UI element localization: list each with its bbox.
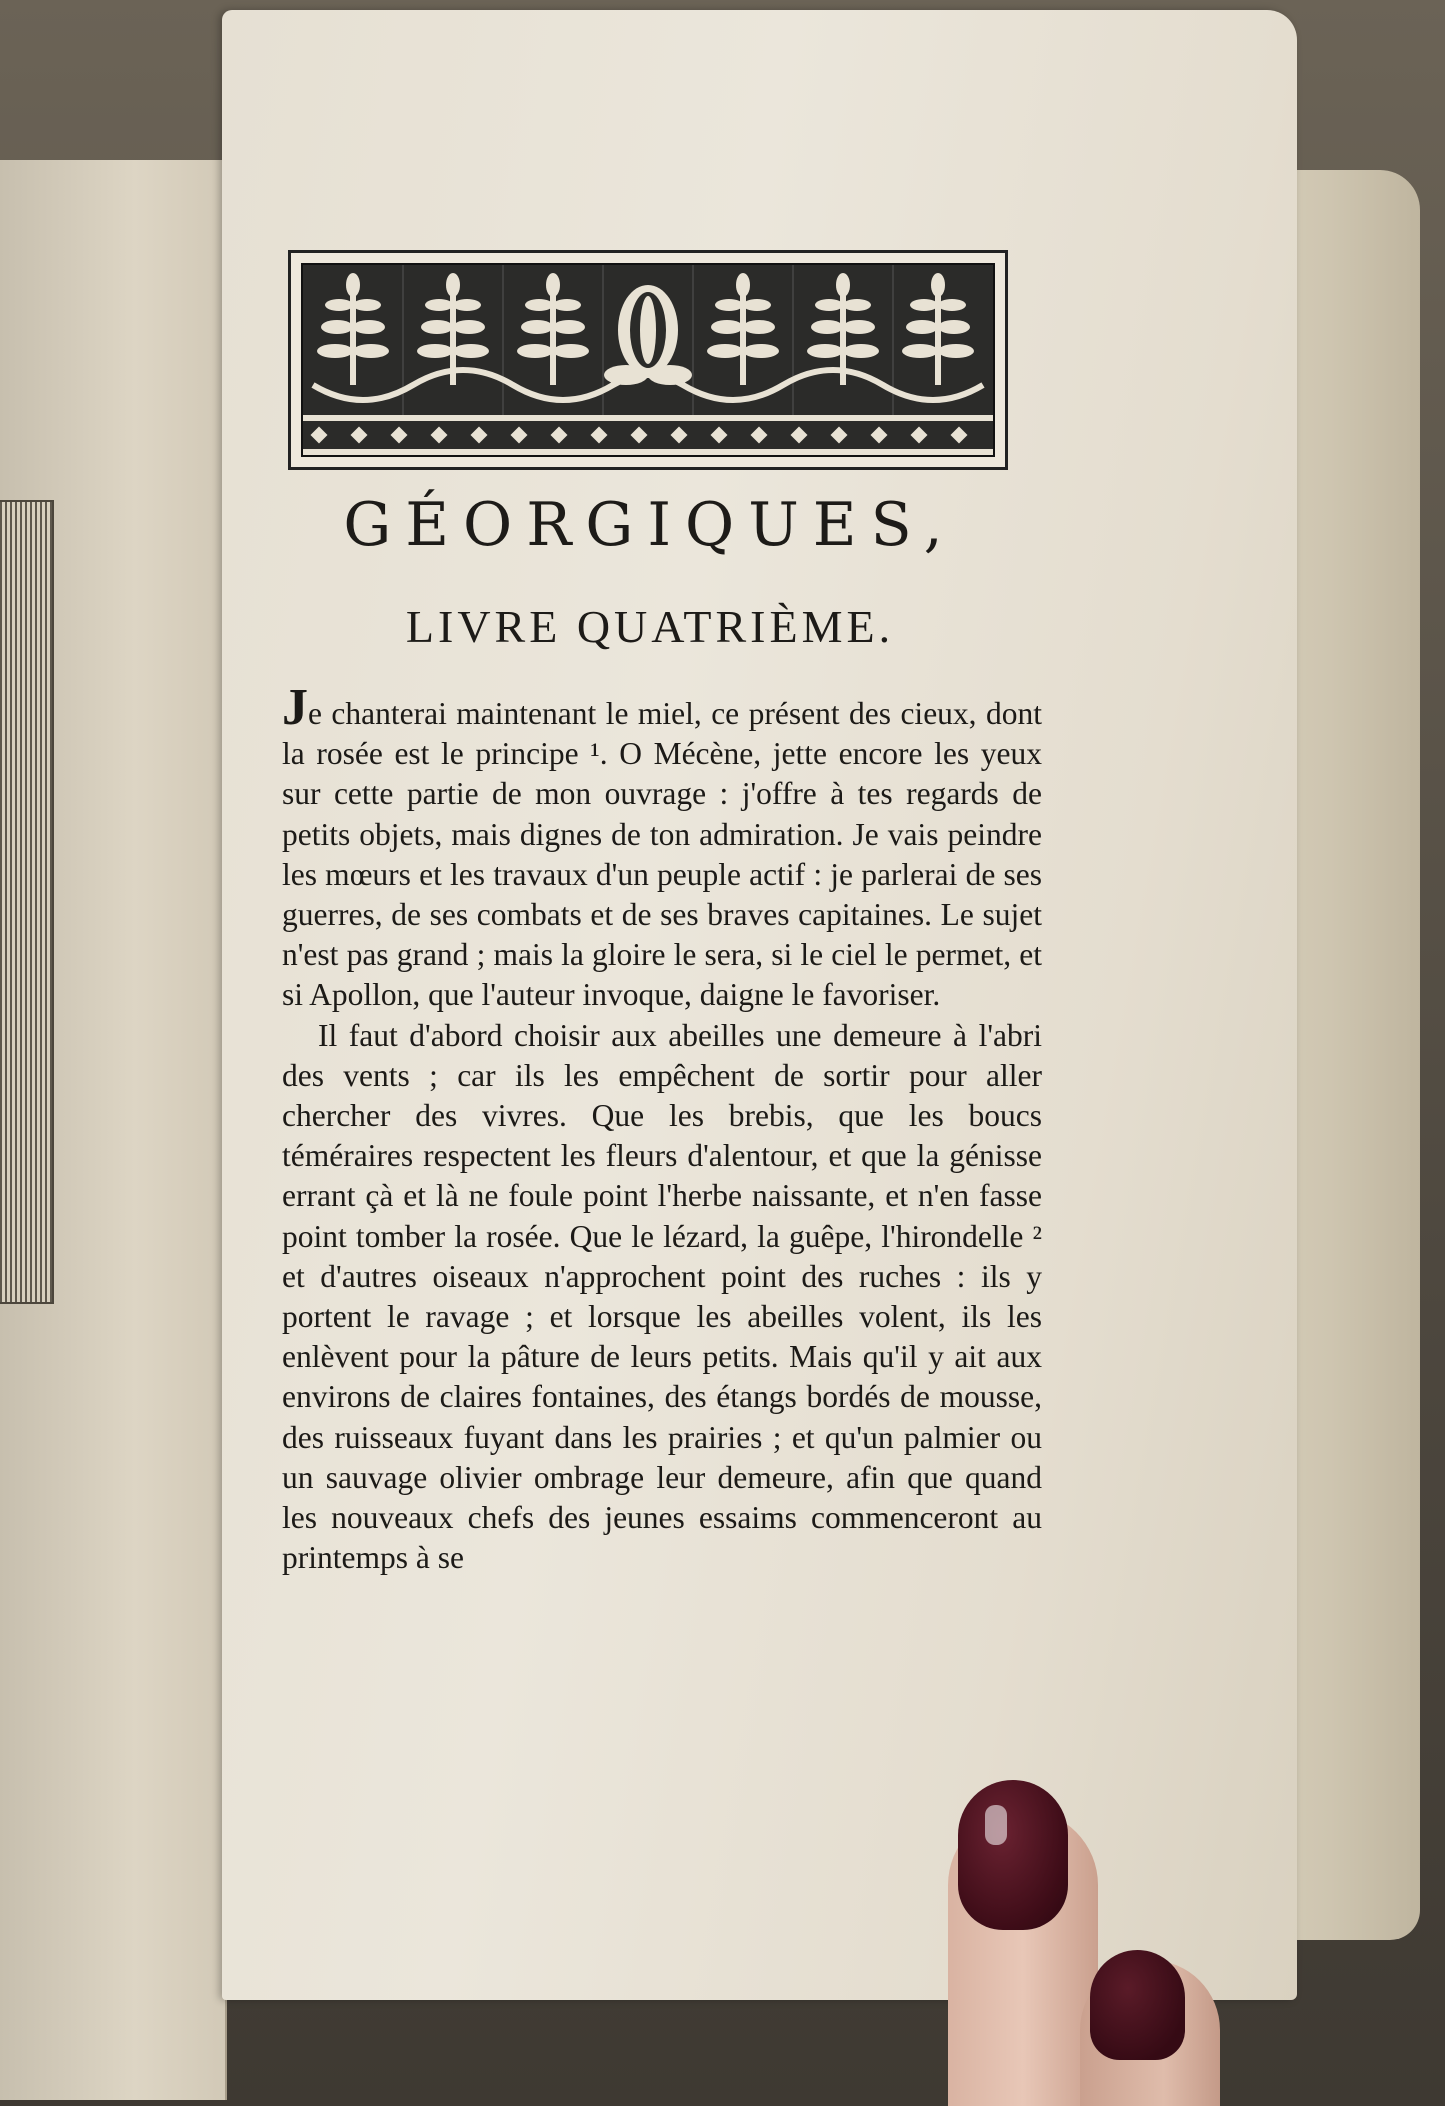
drop-cap: J	[282, 679, 308, 736]
paragraph-1-text: e chanterai maintenant le miel, ce présent des cieux, dont la rosée est le principe ¹. O Mécène, jette encore les yeux sur cette partie de mon ouvrage : j'offre à tes regards de petits objets, mais dignes de ton admiration. Je vais peindre les mœurs et les travaux d'un peuple actif : je parlerai de ses guerres, de ses combats et de ses braves capitaines. Le sujet n'est pas grand ; mais la gloire le sera, si le ciel le permet, et si Apollon, que l'auteur invoque, daigne le favoriser.	[282, 696, 1042, 1013]
ornamental-headpiece	[288, 250, 1008, 470]
painted-fingernail	[958, 1780, 1068, 1930]
engraving-plate-edge	[0, 500, 54, 1304]
paragraph-1	[282, 679, 1042, 1016]
body-text	[282, 679, 1042, 1578]
nail-highlight	[985, 1805, 1007, 1845]
book-subtitle: LIVRE QUATRIÈME.	[405, 601, 895, 652]
page-title: GÉORGIQUES,	[343, 490, 957, 560]
headpiece-engraving	[301, 263, 995, 457]
second-fingernail	[1090, 1950, 1185, 2060]
foliage-ornament-icon	[303, 265, 993, 455]
paragraph-2: Il faut d'abord choisir aux abeilles une demeure à l'abri des vents ; car ils les empêchent de sortir pour aller chercher des vivres. Que les brebis, que les boucs téméraires respectent les fleurs d'alentour, et que la génisse errant çà et là ne foule point l'herbe naissante, et n'en fasse point tomber la rosée. Que le lézard, la guêpe, l'hirondelle ² et d'autres oiseaux n'approchent point des ruches : ils y portent le ravage ; et lorsque les abeilles volent, ils les enlèvent pour la pâture de leurs petits. Mais qu'il y ait aux environs de claires fontaines, des étangs bordés de mousse, des ruisseaux fuyant dans les prairies ; et qu'un palmier ou un sauvage olivier ombrage leur demeure, afin que quand les nouveaux chefs des jeunes essaims commenceront au printemps à se	[282, 1017, 1042, 1576]
left-page	[0, 160, 227, 2100]
